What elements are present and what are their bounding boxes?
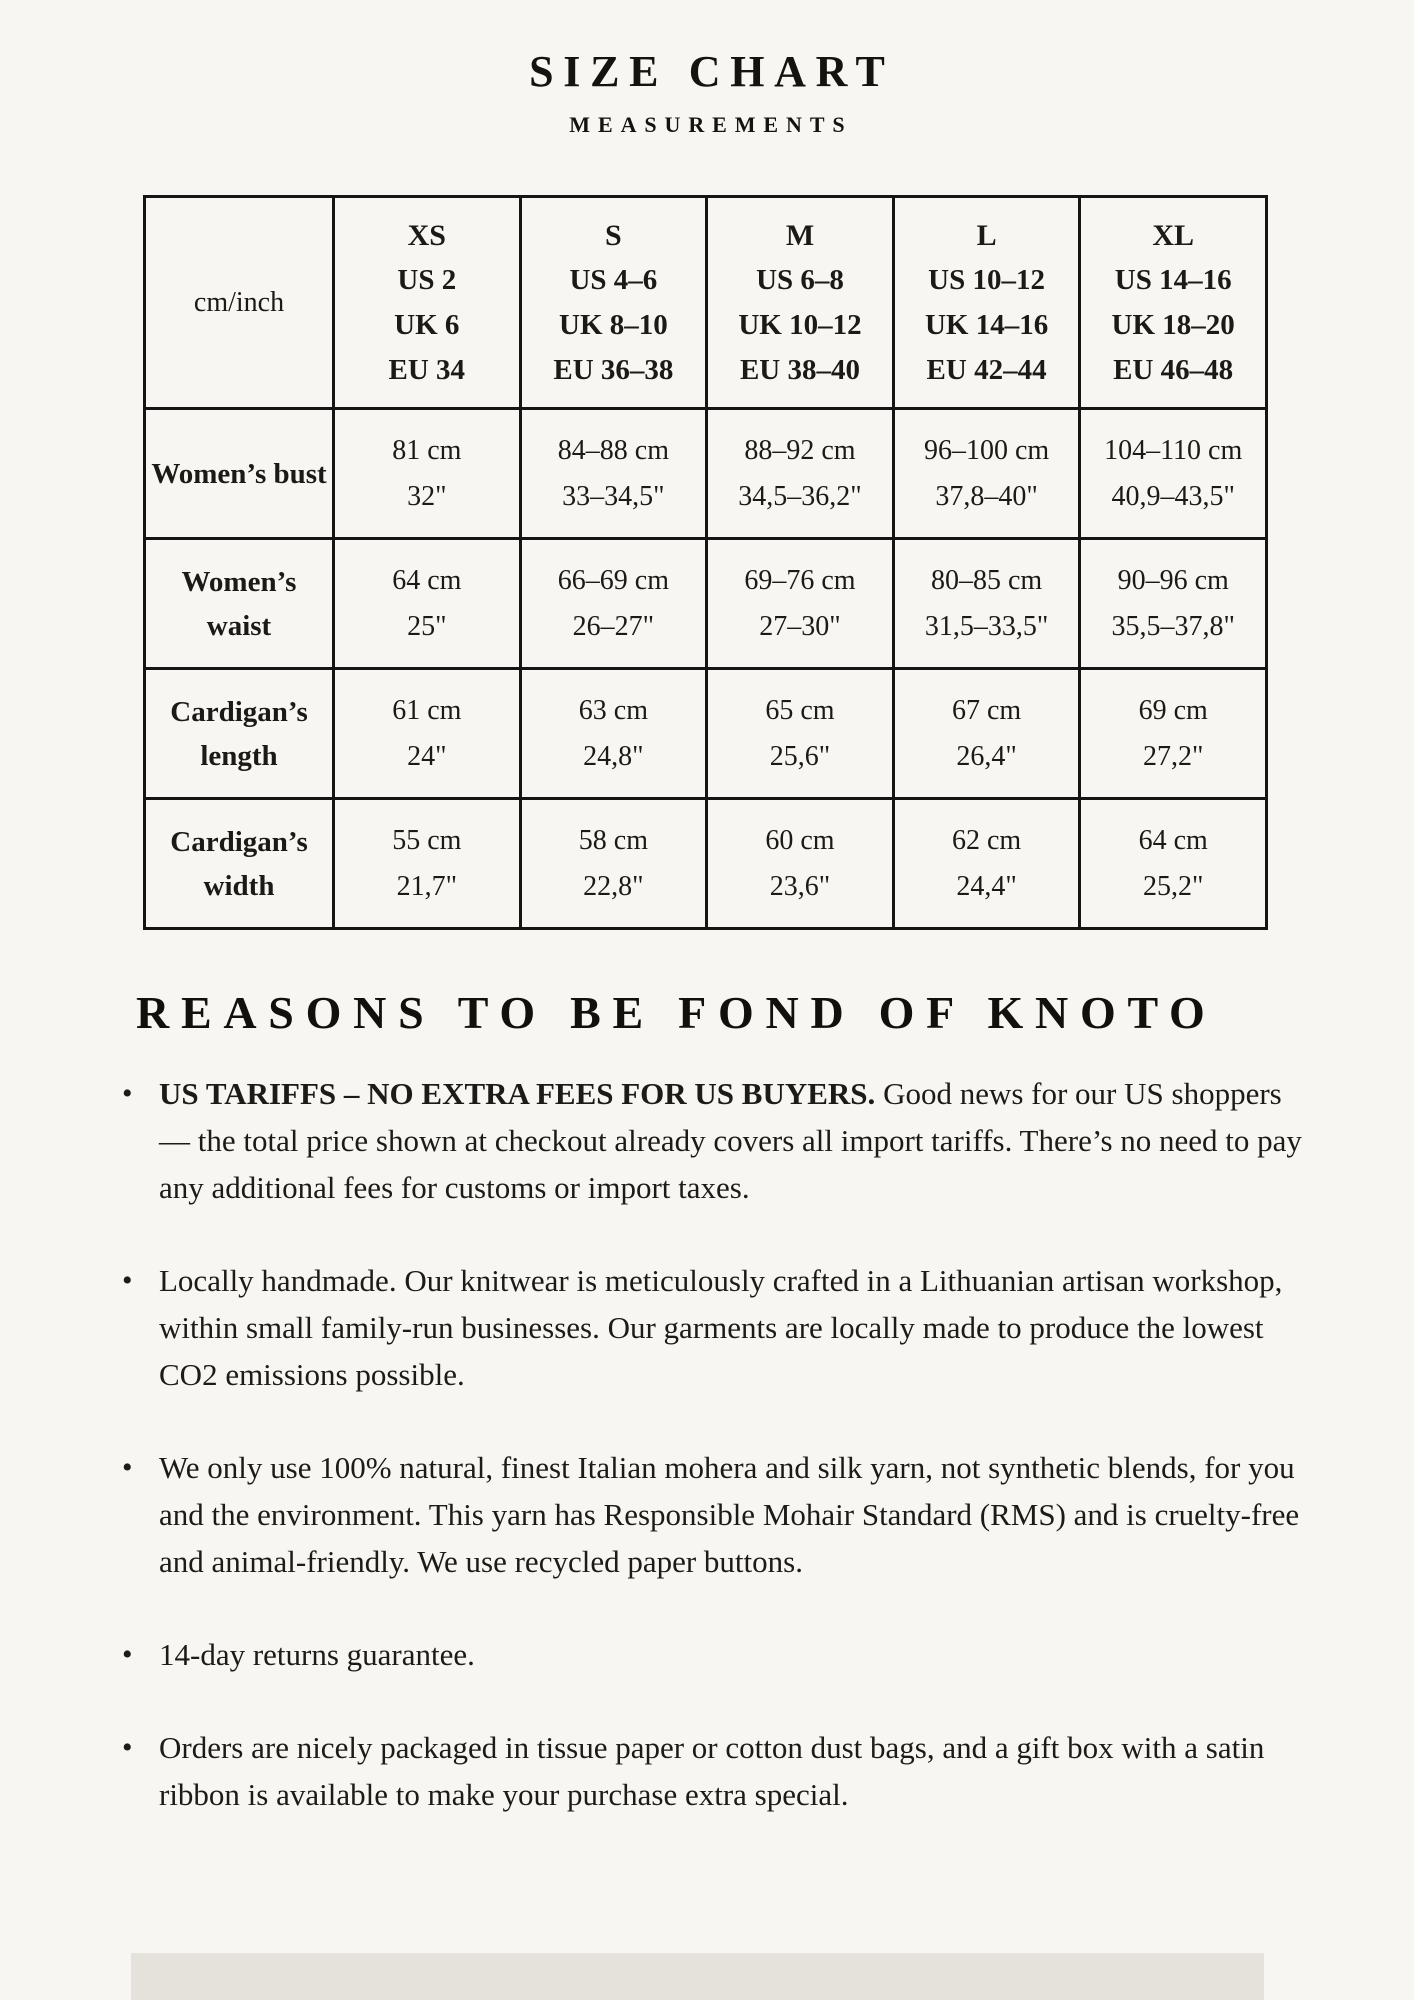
cm-value: 90–96 cm bbox=[1117, 564, 1229, 596]
cm-value: 62 cm bbox=[951, 824, 1022, 856]
measurement-cell bbox=[334, 539, 521, 669]
measurement-cell bbox=[520, 669, 707, 799]
row-label: Women’s waist bbox=[145, 539, 334, 669]
size-label: S bbox=[605, 218, 622, 252]
us-size: US 10–12 bbox=[928, 263, 1045, 296]
inch-value: 34,5–36,2" bbox=[738, 480, 862, 512]
size-label: M bbox=[785, 218, 815, 252]
reason-item bbox=[122, 1444, 1319, 1585]
bullet-icon: • bbox=[122, 1638, 133, 1671]
size-column-header-s bbox=[520, 197, 707, 409]
inch-value: 26–27" bbox=[572, 610, 655, 642]
size-chart-header-row bbox=[145, 197, 1267, 409]
measurement-cell bbox=[707, 539, 894, 669]
reason-item bbox=[122, 1724, 1319, 1818]
cm-value: 88–92 cm bbox=[744, 434, 856, 466]
inch-value: 21,7" bbox=[396, 870, 458, 902]
reason-text: US TARIFFS – NO EXTRA FEES FOR US BUYERS. Good news for our US shoppers — the total price shown at checkout already covers all import tariffs. There’s no need to pay any additional fees for customs or import taxes. bbox=[159, 1076, 1302, 1205]
size-chart-body bbox=[145, 409, 1267, 929]
inch-value: 25,6" bbox=[769, 740, 831, 772]
reasons-heading: REASONS TO BE FOND OF KNOTO bbox=[136, 987, 1217, 1038]
size-label: XL bbox=[1152, 218, 1195, 252]
inch-value: 25" bbox=[407, 610, 447, 642]
uk-size: UK 6 bbox=[394, 308, 460, 341]
cm-value: 81 cm bbox=[392, 434, 462, 466]
cm-value: 104–110 cm bbox=[1104, 434, 1243, 466]
cm-value: 65 cm bbox=[765, 694, 835, 726]
measurement-cell bbox=[1080, 669, 1267, 799]
bullet-icon: • bbox=[122, 1451, 133, 1484]
inch-value: 37,8–40" bbox=[935, 480, 1038, 512]
inch-value: 35,5–37,8" bbox=[1111, 610, 1235, 642]
measurement-cell bbox=[707, 799, 894, 929]
measurement-cell bbox=[893, 409, 1080, 539]
measurement-cell bbox=[1080, 799, 1267, 929]
cm-value: 61 cm bbox=[392, 694, 462, 726]
reason-text: Orders are nicely packaged in tissue paper or cotton dust bags, and a gift box with a satin ribbon is available to make your purchase extra special. bbox=[159, 1730, 1265, 1812]
cm-value: 64 cm bbox=[392, 564, 462, 596]
inch-value: 22,8" bbox=[583, 870, 644, 902]
cm-value: 64 cm bbox=[1138, 824, 1208, 856]
eu-size: EU 36–38 bbox=[553, 353, 674, 386]
measurement-cell bbox=[520, 409, 707, 539]
measurement-cell bbox=[707, 669, 894, 799]
size-column-header-xs bbox=[334, 197, 521, 409]
uk-size: UK 8–10 bbox=[559, 308, 668, 341]
unit-corner-cell: cm/inch bbox=[145, 197, 334, 409]
size-label: XS bbox=[407, 218, 446, 252]
inch-value: 33–34,5" bbox=[562, 480, 665, 512]
eu-size: EU 38–40 bbox=[739, 353, 860, 386]
inch-value: 24" bbox=[407, 740, 447, 772]
measurement-cell bbox=[334, 799, 521, 929]
size-chart-table bbox=[143, 195, 1268, 930]
us-size: US 2 bbox=[397, 263, 457, 296]
inch-value: 27,2" bbox=[1142, 740, 1204, 772]
cm-value: 67 cm bbox=[951, 694, 1022, 726]
inch-value: 26,4" bbox=[956, 740, 1017, 772]
measurement-cell bbox=[707, 409, 894, 539]
us-size: US 14–16 bbox=[1114, 263, 1232, 296]
eu-size: EU 34 bbox=[388, 353, 466, 386]
footer-gray-bar bbox=[131, 1953, 1264, 2000]
table-row bbox=[145, 539, 1267, 669]
size-column-header-xl bbox=[1080, 197, 1267, 409]
reason-item bbox=[122, 1631, 1319, 1678]
measurement-cell bbox=[893, 669, 1080, 799]
reason-text: Locally handmade. Our knitwear is meticulously crafted in a Lithuanian artisan workshop, within small family-run businesses. Our garments are locally made to produce the lowest CO2 emissions possible. bbox=[159, 1263, 1283, 1392]
measurement-cell bbox=[1080, 539, 1267, 669]
inch-value: 24,8" bbox=[583, 740, 644, 772]
measurement-cell bbox=[1080, 409, 1267, 539]
eu-size: EU 46–48 bbox=[1113, 353, 1234, 386]
reasons-list bbox=[122, 1070, 1318, 1864]
measurement-cell bbox=[520, 539, 707, 669]
page-subtitle: MEASUREMENTS bbox=[569, 112, 853, 137]
us-size: US 6–8 bbox=[756, 263, 844, 296]
measurement-cell bbox=[893, 539, 1080, 669]
row-label: Women’s bust bbox=[145, 409, 334, 539]
cm-value: 55 cm bbox=[392, 824, 462, 856]
row-label: Cardigan’s length bbox=[145, 669, 334, 799]
row-label: Cardigan’s width bbox=[145, 799, 334, 929]
bullet-icon: • bbox=[122, 1264, 133, 1297]
inch-value: 23,6" bbox=[769, 870, 831, 902]
us-size: US 4–6 bbox=[569, 263, 658, 296]
page-title: SIZE CHART bbox=[529, 47, 895, 96]
inch-value: 31,5–33,5" bbox=[924, 610, 1049, 642]
bullet-icon: • bbox=[122, 1731, 133, 1764]
reason-bold: US TARIFFS – NO EXTRA FEES FOR US BUYERS. bbox=[159, 1076, 876, 1111]
uk-size: UK 10–12 bbox=[738, 308, 862, 341]
measurement-cell bbox=[334, 409, 521, 539]
reason-text: 14-day returns guarantee. bbox=[159, 1637, 475, 1672]
inch-value: 40,9–43,5" bbox=[1111, 480, 1235, 512]
cm-value: 69 cm bbox=[1138, 694, 1208, 726]
cm-value: 58 cm bbox=[578, 824, 648, 856]
reason-text: We only use 100% natural, finest Italian mohera and silk yarn, not synthetic blends, for you and the environment. This yarn has Responsible Mohair Standard (RMS) and is cruelty-free and animal-friendly. We use recycled paper buttons. bbox=[159, 1450, 1300, 1579]
eu-size: EU 42–44 bbox=[926, 353, 1047, 386]
table-row bbox=[145, 409, 1267, 539]
cm-value: 60 cm bbox=[765, 824, 835, 856]
cm-value: 63 cm bbox=[578, 694, 648, 726]
table-row bbox=[145, 799, 1267, 929]
reason-item bbox=[122, 1070, 1319, 1211]
inch-value: 25,2" bbox=[1142, 870, 1204, 902]
cm-value: 69–76 cm bbox=[744, 564, 856, 596]
inch-value: 32" bbox=[407, 480, 447, 512]
cm-value: 80–85 cm bbox=[930, 564, 1043, 596]
uk-size: UK 18–20 bbox=[1111, 308, 1235, 341]
reason-item bbox=[122, 1257, 1319, 1398]
cm-value: 66–69 cm bbox=[557, 564, 669, 596]
size-label: L bbox=[976, 218, 997, 252]
table-row bbox=[145, 669, 1267, 799]
uk-size: UK 14–16 bbox=[924, 308, 1049, 341]
measurement-cell bbox=[520, 799, 707, 929]
size-column-header-m bbox=[707, 197, 894, 409]
cm-value: 96–100 cm bbox=[923, 434, 1050, 466]
inch-value: 24,4" bbox=[956, 870, 1017, 902]
measurement-cell bbox=[893, 799, 1080, 929]
cm-value: 84–88 cm bbox=[557, 434, 669, 466]
inch-value: 27–30" bbox=[759, 610, 841, 642]
size-column-header-l bbox=[893, 197, 1080, 409]
bullet-icon: • bbox=[122, 1077, 133, 1110]
measurement-cell bbox=[334, 669, 521, 799]
